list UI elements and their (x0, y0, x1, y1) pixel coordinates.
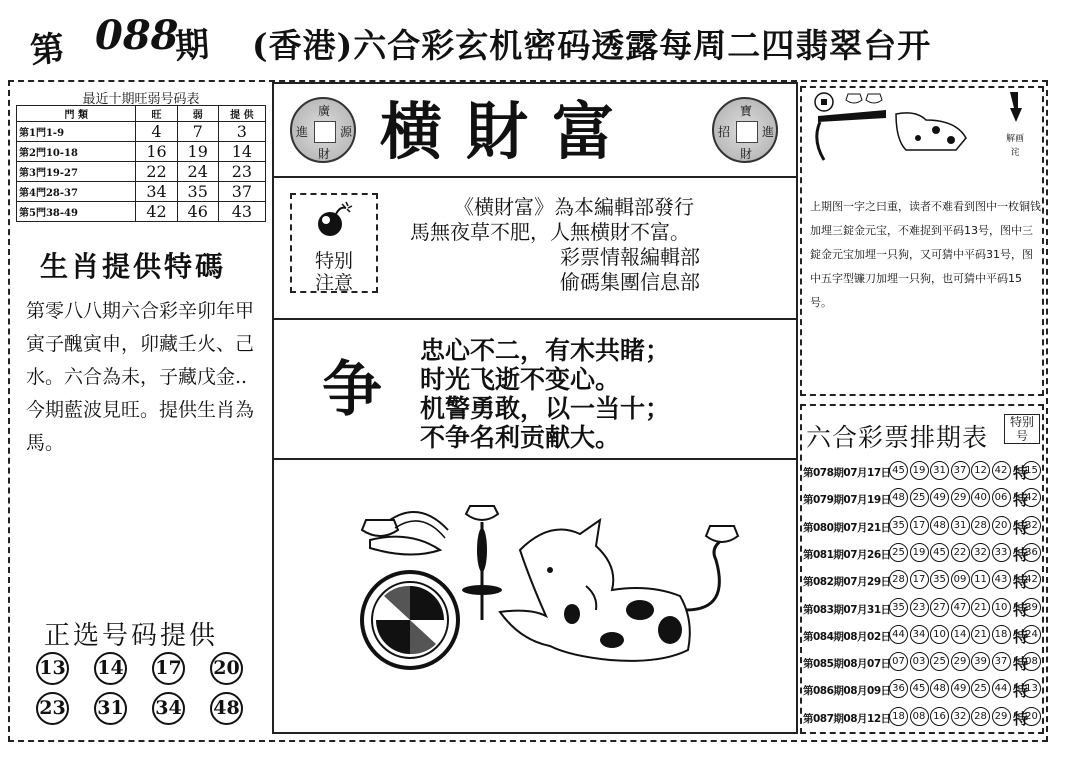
notice-label: 特别 注意 (314, 250, 353, 294)
draw-ball: 43 (992, 570, 1011, 589)
draw-ball: 39 (971, 652, 990, 671)
key-character: 争 (322, 355, 382, 425)
schedule-row (803, 542, 1041, 565)
special-marker: 特 (1013, 464, 1029, 482)
draw-ball: 08 (910, 707, 929, 726)
draw-ball: 03 (910, 652, 929, 671)
draw-ball: 25 (971, 679, 990, 698)
special-ball: 15 (1022, 461, 1041, 480)
value-cell: 19 (177, 142, 218, 162)
value-cell: 43 (218, 202, 265, 222)
riddle-side-label: 解画诧 (1005, 134, 1024, 158)
draw-ball: 22 (951, 543, 970, 562)
value-cell: 14 (218, 142, 265, 162)
poem-line: 忠心不二，有木共睹； (420, 336, 671, 365)
value-cell: 46 (177, 202, 218, 222)
draw-ball: 49 (951, 679, 970, 698)
column-header: 旺 (136, 106, 177, 122)
special-marker: 特 (1013, 682, 1029, 701)
draw-ball: 36 (889, 679, 908, 698)
schedule-row (803, 569, 1041, 592)
pick-number: 17 (152, 652, 185, 685)
draw-date: 第086期08月09日 (803, 685, 891, 698)
weak-strong-table (16, 105, 266, 222)
issue-suffix: 期 (173, 24, 211, 68)
column-header: 門 類 (17, 106, 136, 122)
draw-date: 第084期08月02日 (803, 630, 891, 643)
header-title: (香港)六合彩玄机密码透露每周二四翡翠台开 (252, 26, 932, 65)
draw-ball: 31 (930, 461, 949, 480)
draw-ball: 29 (992, 707, 1011, 726)
draw-ball: 44 (992, 679, 1011, 698)
special-ball: 13 (1022, 679, 1041, 698)
draw-ball: 49 (930, 488, 949, 507)
draw-ball: 18 (889, 707, 908, 726)
special-ball: 20 (1022, 707, 1041, 726)
draw-ball: 17 (910, 570, 929, 589)
draw-date: 第082期07月29日 (803, 576, 891, 589)
special-marker: 特 (1013, 655, 1029, 674)
draw-ball: 48 (889, 488, 908, 507)
draw-date: 第078期07月17日 (803, 467, 891, 479)
draw-ball: 29 (951, 652, 970, 671)
pick-number: 14 (94, 652, 127, 685)
value-cell: 4 (136, 122, 177, 142)
draw-ball: 28 (971, 516, 990, 535)
draw-date: 第087期08月12日 (803, 712, 891, 725)
draw-date: 第080期07月21日 (803, 521, 891, 534)
riddle-text: 上期图一字之曰重，读者不难看到图中一枚铜钱加埋三錠金元宝，不难捉到平码13号，图中三錠金元宝加埋一只狗，又可猜中平码31号，图中五字型镰刀加埋一只狗，也可猜中平码15号。 (810, 200, 1041, 309)
pick-number: 34 (152, 692, 185, 725)
special-ball: 32 (1022, 516, 1041, 535)
schedule-row (803, 651, 1041, 674)
pick-number: 20 (210, 652, 243, 685)
value-cell: 35 (177, 182, 218, 202)
draw-ball: 35 (889, 516, 908, 535)
draw-ball: 48 (930, 516, 949, 535)
special-ball: 42 (1022, 570, 1041, 589)
draw-ball: 28 (889, 570, 908, 589)
schedule-row (803, 597, 1041, 620)
coin-icon: 廣 進 源 財 (290, 97, 356, 163)
draw-date: 第081期07月26日 (803, 548, 891, 561)
value-cell: 24 (177, 162, 218, 182)
special-marker: 特 (1013, 518, 1029, 537)
schedule-title: 六合彩票排期表 (806, 423, 989, 452)
poem-line: 时光飞逝不变心。 (420, 365, 621, 394)
draw-ball: 34 (910, 625, 929, 644)
table-row (17, 142, 266, 162)
pick-number: 31 (94, 692, 127, 725)
period-cell: 第1門1-9 (17, 122, 136, 142)
pick-number: 48 (210, 692, 243, 725)
draw-ball: 25 (889, 543, 908, 562)
draw-ball: 25 (910, 488, 929, 507)
banner-title: 横財富 (380, 95, 639, 168)
table-row (17, 182, 266, 202)
period-cell: 第4門28-37 (17, 182, 136, 202)
draw-ball: 37 (992, 652, 1011, 671)
draw-date: 第083期07月31日 (803, 603, 891, 616)
special-marker: 特 (1013, 491, 1029, 510)
draw-ball: 10 (992, 598, 1011, 617)
draw-ball: 17 (910, 516, 929, 535)
schedule-row (803, 624, 1041, 647)
draw-ball: 21 (971, 625, 990, 644)
issue-number: 088 (95, 12, 179, 59)
zodiac-text: 第零八八期六合彩辛卯年甲寅子醜寅申，卯藏壬火、己水。六合為未，子藏戊金.. 今期藍波見旺。提供生肖為馬。 (26, 300, 255, 454)
draw-ball: 35 (889, 598, 908, 617)
schedule-row (803, 515, 1041, 538)
value-cell: 16 (136, 142, 177, 162)
draw-ball: 10 (930, 625, 949, 644)
draw-ball: 23 (910, 598, 929, 617)
draw-ball: 37 (951, 461, 970, 480)
draw-ball: 07 (889, 652, 908, 671)
draw-ball: 33 (992, 543, 1011, 562)
poem (420, 336, 670, 452)
schedule-row (803, 460, 1041, 483)
weak-table-caption: 最近十期旺弱号码表 (82, 92, 200, 107)
table-header-row (17, 106, 266, 122)
draw-ball: 45 (889, 461, 908, 480)
dog-illustration (350, 500, 750, 710)
poem-line: 不争名利贡献大。 (420, 423, 621, 452)
draw-ball: 19 (910, 461, 929, 480)
period-cell: 第2門10-18 (17, 142, 136, 162)
draw-date: 第085期08月07日 (803, 658, 891, 671)
value-cell: 34 (136, 182, 177, 202)
draw-ball: 42 (992, 461, 1011, 480)
pick-number: 13 (36, 652, 69, 685)
special-ball: 42 (1022, 488, 1041, 507)
special-ball: 39 (1022, 598, 1041, 617)
value-cell: 42 (136, 202, 177, 222)
draw-ball: 44 (889, 625, 908, 644)
special-ball: 24 (1022, 625, 1041, 644)
schedule-row (803, 678, 1041, 701)
value-cell: 3 (218, 122, 265, 142)
table-row (17, 202, 266, 222)
draw-ball: 25 (930, 652, 949, 671)
divider (272, 318, 798, 320)
value-cell: 7 (177, 122, 218, 142)
pick-number: 23 (36, 692, 69, 725)
period-cell: 第5門38-49 (17, 202, 136, 222)
draw-ball: 11 (971, 570, 990, 589)
value-cell: 23 (218, 162, 265, 182)
special-marker: 特 (1013, 627, 1029, 646)
draw-ball: 12 (971, 461, 990, 480)
draw-ball: 14 (951, 625, 970, 644)
value-cell: 22 (136, 162, 177, 182)
draw-ball: 06 (992, 488, 1011, 507)
draw-ball: 32 (951, 707, 970, 726)
draw-ball: 45 (910, 679, 929, 698)
column-header: 提 供 (218, 106, 265, 122)
period-cell: 第3門19-27 (17, 162, 136, 182)
draw-ball: 48 (930, 679, 949, 698)
poem-line: 机警勇敢，以一当十； (420, 394, 671, 423)
special-ball: 36 (1022, 543, 1041, 562)
draw-ball: 27 (930, 598, 949, 617)
draw-ball: 19 (910, 543, 929, 562)
divider (272, 176, 798, 178)
draw-ball: 45 (930, 543, 949, 562)
draw-ball: 20 (992, 516, 1011, 535)
special-marker: 特 (1013, 709, 1029, 728)
draw-ball: 40 (971, 488, 990, 507)
special-ball: 08 (1022, 652, 1041, 671)
draw-ball: 09 (951, 570, 970, 589)
value-cell: 37 (218, 182, 265, 202)
draw-ball: 32 (971, 543, 990, 562)
table-row (17, 162, 266, 182)
draw-ball: 21 (971, 598, 990, 617)
draw-date: 第079期07月19日 (803, 494, 891, 507)
table-row (17, 122, 266, 142)
draw-ball: 29 (951, 488, 970, 507)
draw-ball: 18 (992, 625, 1011, 644)
picks-title: 正选号码提供 (44, 621, 219, 651)
divider (272, 458, 798, 460)
coin-icon: 寶 招 進 財 (712, 97, 778, 163)
special-marker: 特 (1013, 600, 1029, 619)
issue-prefix: 第 (28, 28, 67, 72)
column-header: 弱 (177, 106, 218, 122)
draw-ball: 16 (930, 707, 949, 726)
hand-icon (1004, 90, 1028, 126)
schedule-row (803, 487, 1041, 510)
draw-ball: 35 (930, 570, 949, 589)
riddle-picture (806, 90, 976, 168)
draw-ball: 28 (971, 707, 990, 726)
special-marker: 特 (1013, 545, 1029, 564)
intro-text: 《横財富》為本編輯部發行 馬無夜草不肥，人無横財不富。 彩票情報編輯部 偷碼集團信息部 (410, 195, 700, 294)
special-marker: 特 (1013, 573, 1029, 592)
special-number-label: 特别号 (1004, 414, 1040, 444)
draw-ball: 31 (951, 516, 970, 535)
schedule-row (803, 706, 1041, 729)
bomb-icon (312, 200, 356, 240)
zodiac-title: 生肖提供特碼 (40, 250, 227, 283)
draw-ball: 47 (951, 598, 970, 617)
